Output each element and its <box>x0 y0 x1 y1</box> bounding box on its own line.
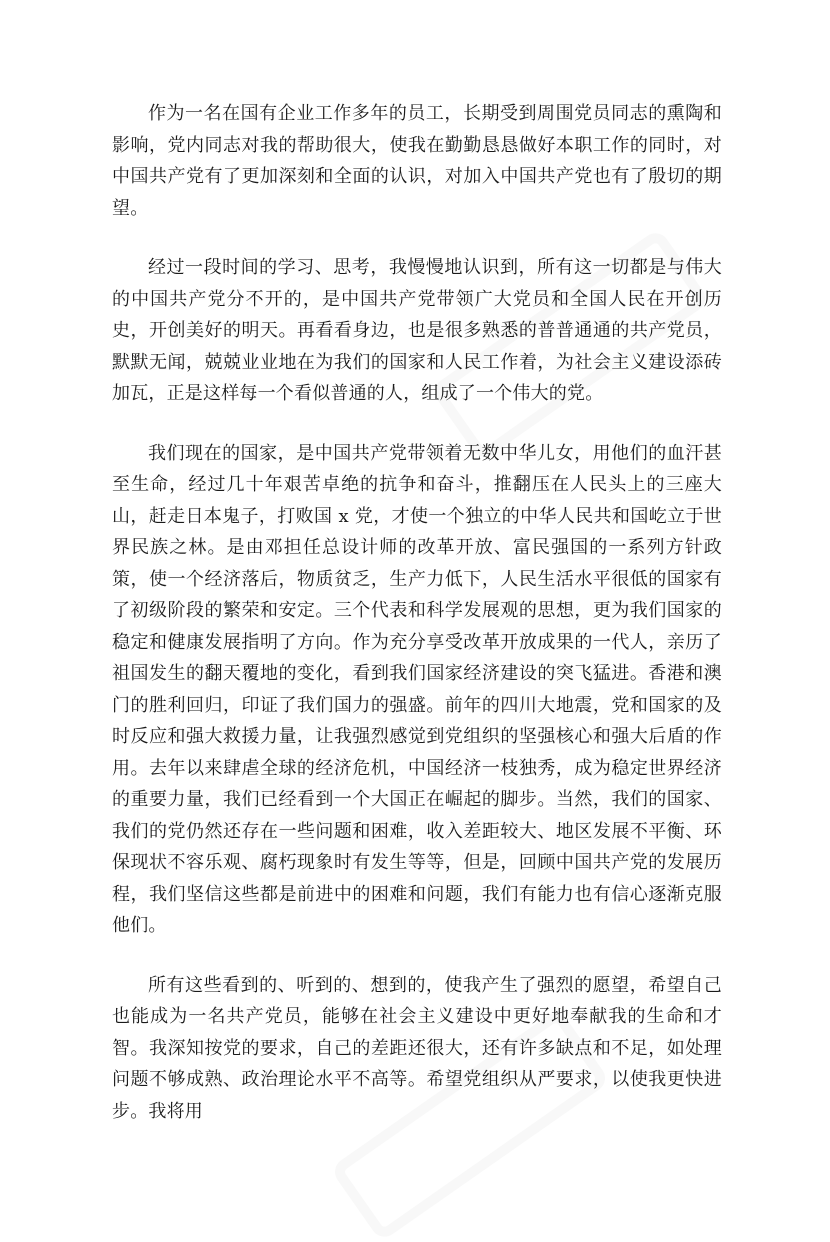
paragraph-2: 经过一段时间的学习、思考，我慢慢地认识到，所有这一切都是与伟大的中国共产党分不开的，是中国共产党带领广大党员和全国人民在开创历史，开创美好的明天。再看看身边，也是很多熟悉的普普通通的共产党员，默默无闻，兢兢业业地在为我们的国家和人民工作着，为社会主义建设添砖加瓦，正是这样每一个看似普通的人，组成了一个伟大的党。 <box>112 257 722 404</box>
paragraph-3: 我们现在的国家，是中国共产党带领着无数中华儿女，用他们的血汗甚至生命，经过几十年艰苦卓绝的抗争和奋斗，推翻压在人民头上的三座大山，赶走日本鬼子，打败国 x 党，才使一个独立的中华人民共和国屹立于世界民族之林。是由邓担任总设计师的改革开放、富民强国的一系列方针政策，使一个经济落后，物质贫乏，生产力低下，人民生活水平很低的国家有了初级阶段的繁荣和安定。三个代表和科学发展观的思想，更为我们国家的稳定和健康发展指明了方向。作为充分享受改革开放成果的一代人，亲历了祖国发生的翻天覆地的变化，看到我们国家经济建设的突飞猛进。香港和澳门的胜利回归，印证了我们国力的强盛。前年的四川大地震，党和国家的及时反应和强大救援力量，让我强烈感觉到党组织的坚强核心和强大后盾的作用。去年以来肆虐全球的经济危机，中国经济一枝独秀，成为稳定世界经济的重要力量，我们已经看到一个大国正在崛起的脚步。当然，我们的国家、我们的党仍然还存在一些问题和困难，收入差距较大、地区发展不平衡、环保现状不容乐观、腐朽现象时有发生等等，但是，回顾中国共产党的发展历程，我们坚信这些都是前进中的困难和问题，我们有能力也有信心逐渐克服他们。 <box>112 442 722 936</box>
document-body <box>112 98 722 1155</box>
paragraph-4: 所有这些看到的、听到的、想到的，使我产生了强烈的愿望，希望自己也能成为一名共产党员，能够在社会主义建设中更好地奉献我的生命和才智。我深知按党的要求，自己的差距还很大，还有许多缺点和不足，如处理问题不够成熟、政治理论水平不高等。希望党组织从严要求，以使我更快进步。我将用 <box>112 974 722 1122</box>
paragraph-1: 作为一名在国有企业工作多年的员工，长期受到周围党员同志的熏陶和影响，党内同志对我的帮助很大，使我在勤勤恳恳做好本职工作的同时，对中国共产党有了更加深刻和全面的认识，对加入中国共产党也有了殷切的期望。 <box>112 103 722 219</box>
